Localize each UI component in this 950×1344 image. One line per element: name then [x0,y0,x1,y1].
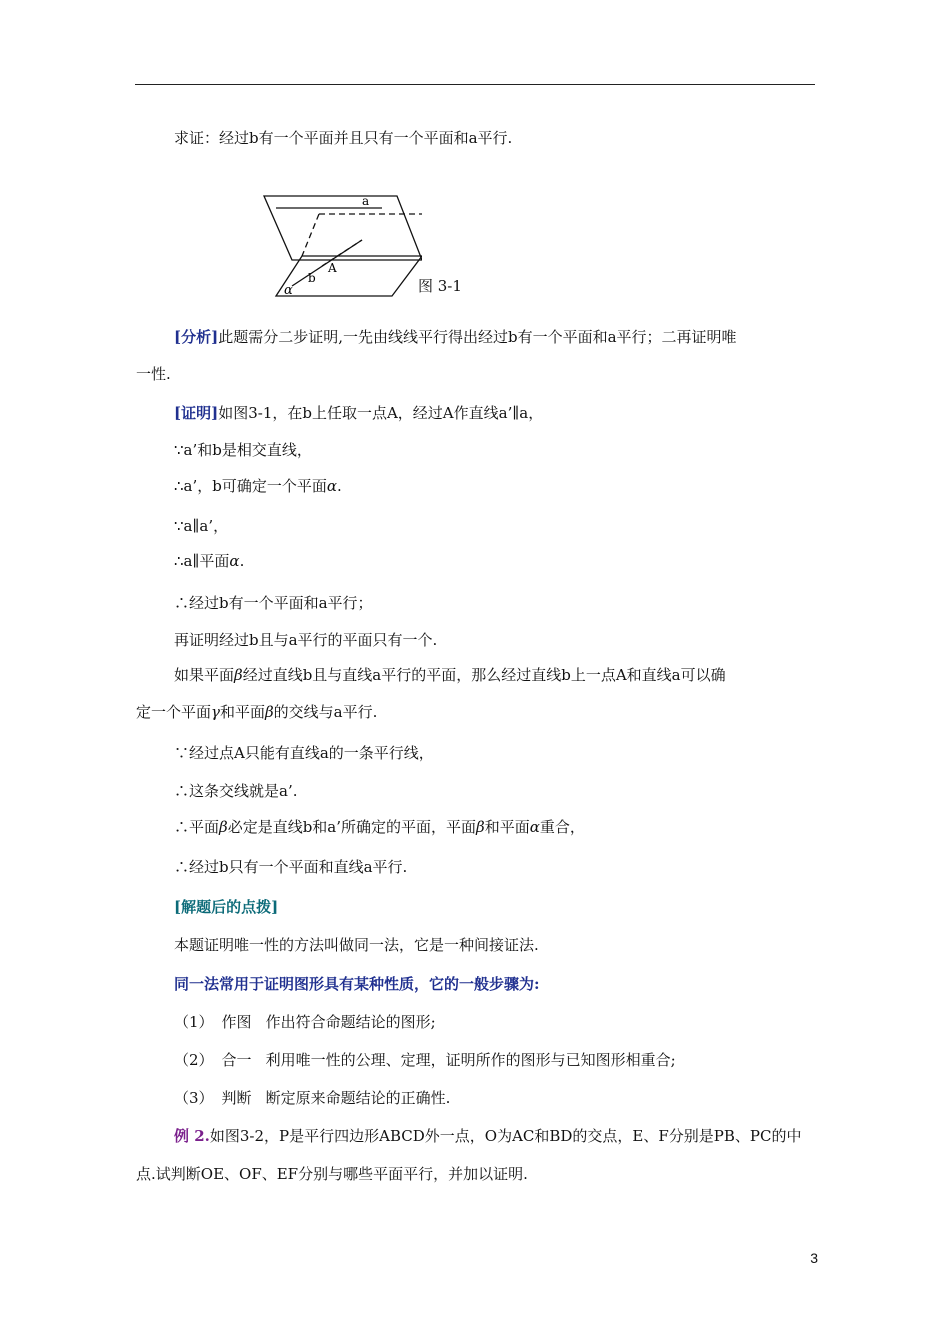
line-b [292,240,362,286]
greek-beta: β [476,818,485,836]
proof-line-4: ∵a∥a’， [174,517,229,535]
label-a: a [362,194,370,208]
figure-caption: 图 3-1 [418,277,462,295]
after-note-tag: [解题后的点拨] [174,898,279,916]
page-number: 3 [810,1250,818,1266]
upper-plane [264,196,422,260]
proof-line-1: [证明]如图3-1，在b上任取一点A，经过A作直线a’∥a， [174,404,544,422]
header-rule [135,84,815,85]
proof-line-3: ∴a’，b可确定一个平面α. [174,477,342,495]
lower-plane-alpha [276,256,422,296]
analysis-text-1: 此题需分二步证明,一先由线线平行得出经过b有一个平面和a平行；二再证明唯 [218,328,737,346]
greek-gamma: γ [211,703,220,721]
after-note-text: 本题证明唯一性的方法叫做同一法，它是一种间接证法. [174,936,539,954]
greek-beta: β [234,666,243,684]
step-2: （2） 合一 利用唯一性的公理、定理，证明所作的图形与已知图形相重合; [174,1051,676,1069]
proof-line-13: ∴经过b只有一个平面和直线a平行. [174,858,408,876]
label-b: b [308,271,316,285]
greek-alpha: α [229,552,240,570]
step-1: （1） 作图 作出符合命题结论的图形; [174,1013,436,1031]
label-alpha: α [284,283,293,298]
plane-side-dashed [302,214,319,256]
example-line-1: 例 2.如图3-2，P是平行四边形ABCD外一点，O为AC和BD的交点，E、F分别是PB、PC的中 [174,1127,802,1145]
proof-line-6: ∴经过b有一个平面和a平行； [174,594,373,612]
after-note-emphasis: 同一法常用于证明图形具有某种性质，它的一般步骤为: [174,975,540,993]
proof-line-12: ∴平面β必定是直线b和a’所确定的平面，平面β和平面α重合， [174,818,585,836]
proof-line-2: ∵a’和b是相交直线， [174,441,312,459]
analysis-tag: [分析] [174,328,219,346]
step-3: （3） 判断 断定原来命题结论的正确性. [174,1089,451,1107]
figure-3-1 [262,188,422,303]
proof-tag: [证明] [174,404,219,422]
proof-line-10: ∵经过点A只能有直线a的一条平行线， [174,744,434,762]
greek-beta: β [219,818,228,836]
greek-beta: β [265,703,274,721]
example-label: 例 2. [174,1127,210,1145]
proof-line-7: 再证明经过b且与a平行的平面只有一个. [174,631,438,649]
greek-alpha: α [529,818,540,836]
label-A: A [328,261,337,275]
example-line-2: 点.试判断OE、OF、EF分别与哪些平面平行，并加以证明. [136,1165,528,1183]
proof-line-9: 定一个平面γ和平面β的交线与a平行. [136,703,378,721]
analysis-line-1 [174,327,737,347]
proof-statement: 求证：经过b有一个平面并且只有一个平面和a平行. [174,129,513,147]
proof-line-11: ∴这条交线就是a’. [174,782,298,800]
proof-line-8: 如果平面β经过直线b且与直线a平行的平面，那么经过直线b上一点A和直线a可以确 [174,666,726,684]
proof-line-5: ∴a∥平面α. [174,552,245,570]
analysis-line-2: 一性. [136,365,171,383]
greek-alpha: α [326,477,337,495]
